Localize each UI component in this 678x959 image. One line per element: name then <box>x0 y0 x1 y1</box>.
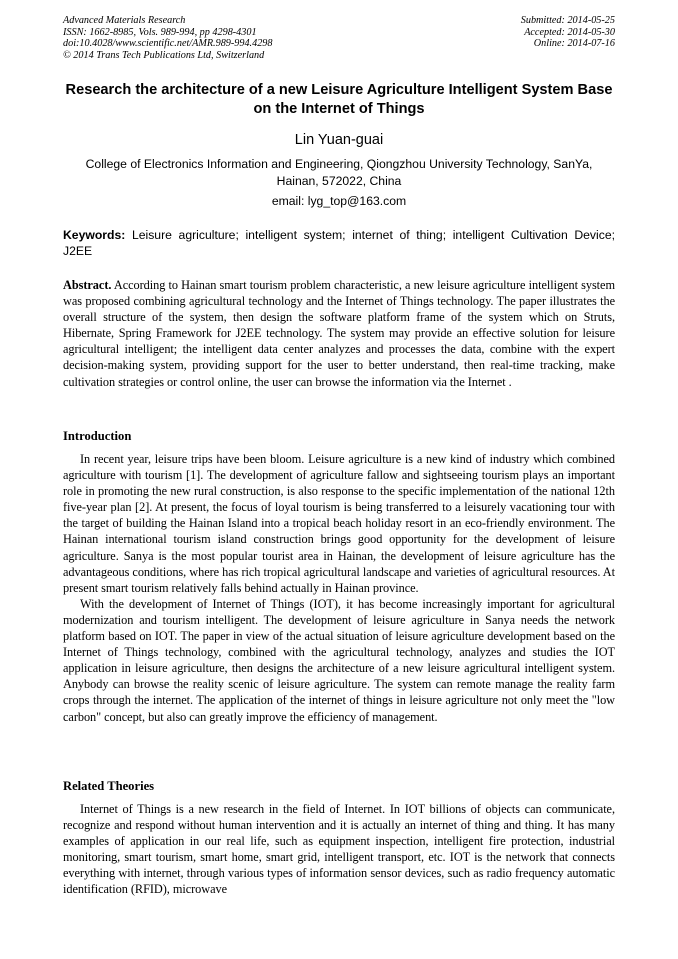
related-theories-paragraph: Internet of Things is a new research in the field of Internet. In IOT billions of objects can communicate, recognize and respond without human intervention and it is actually an internet of thing and thing. It has many examples of application in our real life, such as equipment inspection, intelligent fire protection, industrial monitoring, smart tourism, smart home, smart grid, intelligent transport, etc. IOT is the network that connects everything with internet, through various types of information sensor devices, such as radio frequency automatic identification (RFID), microwave <box>63 802 615 897</box>
introduction-paragraph: In recent year, leisure trips have been bloom. Leisure agriculture is a new kind of industry which combined agriculture with tourism [1]. The development of agriculture fallow and sightseeing tourism plays an important role in promoting the new rural construction, is also response to the specific implementation of the national 12th five-year plan [2]. At present, the focus of loyal tourism is being transferred to a leisurely vacationing tour with the target of building the Hainan Island into a tropical beach holiday resort in an eco-friendly environment. The Hainan international tourism island construction brings good opportunity for the development of leisure agriculture. Sanya is the most popular tourist area in Hainan, the development of leisure agriculture has the advantageous conditions, where has rich tropical agricultural landscape and varieties of agricultural resources. At present smart tourism relatively falls behind actually in Hainan province. <box>63 452 615 595</box>
introduction-section <box>63 451 615 725</box>
journal-header-right <box>521 15 615 50</box>
author-affiliation: College of Electronics Information and Engineering, Qiongzhou University Technology, SanYa, Hainan, 572022, China <box>85 157 593 188</box>
keywords-label: Keywords: <box>63 228 126 242</box>
accepted-date: Accepted: 2014-05-30 <box>524 26 615 38</box>
keywords-section <box>63 228 615 259</box>
keywords-text: Leisure agriculture; intelligent system; internet of thing; intelligent Cultivation Device; J2EE <box>63 228 615 258</box>
related-theories-heading: Related Theories <box>63 779 155 793</box>
abstract-section <box>63 277 615 390</box>
journal-doi: doi:10.4028/www.scientific.net/AMR.989-994.4298 <box>63 38 273 50</box>
journal-header-left <box>63 15 272 61</box>
introduction-heading: Introduction <box>63 429 132 443</box>
introduction-paragraph: With the development of Internet of Things (IOT), it has become increasingly important for agricultural modernization and tourism intelligent. The development of leisure agriculture in Sanya needs the network platform based on IOT. The paper in view of the actual situation of leisure agriculture development based on the Internet of Things technology, combined with the agricultural technology, analyzes and studies the IOT application in leisure agriculture, then designs the architecture of a new leisure agricultural intelligent system. Anybody can browse the reality scenic of leisure agriculture. The system can remote manage the reality farm crops through the internet. The application of the internet of things in leisure agriculture not only meet the "low carbon" concept, but also can greatly improve the efficiency of management. <box>63 596 615 724</box>
paper-author: Lin Yuan-guai <box>294 132 384 148</box>
author-email: email: lyg_top@163.com <box>271 194 407 208</box>
abstract-label: Abstract. <box>63 278 112 292</box>
paper-title: Research the architecture of a new Leisure Agriculture Intelligent System Base on the Internet of Things <box>65 82 613 117</box>
abstract-text: According to Hainan smart tourism problem characteristic, a new leisure agriculture intelligent system was proposed combining agricultural technology and the Internet of Things technology. The paper illustrates the overall structure of the system, then design the software platform frame of the system which on Struts, Hibernate, Spring Framework for J2EE technology. The system may provide an effective solution for leisure agricultural intelligent; the intelligent data center analyzes and processes the data, combine with the expert decision-making system, providing support for the user to better understand, then real-time tracking, make cultivation strategies or control online, the user can browse the information via the Internet . <box>63 278 615 389</box>
submitted-date: Submitted: 2014-05-25 <box>520 15 615 26</box>
journal-copyright: © 2014 Trans Tech Publications Ltd, Switzerland <box>63 49 265 61</box>
related-theories-section <box>63 801 615 898</box>
journal-issn: ISSN: 1662-8985, Vols. 989-994, pp 4298-4301 <box>63 26 257 38</box>
online-date: Online: 2014-07-16 <box>533 38 615 50</box>
journal-name: Advanced Materials Research <box>63 15 186 26</box>
